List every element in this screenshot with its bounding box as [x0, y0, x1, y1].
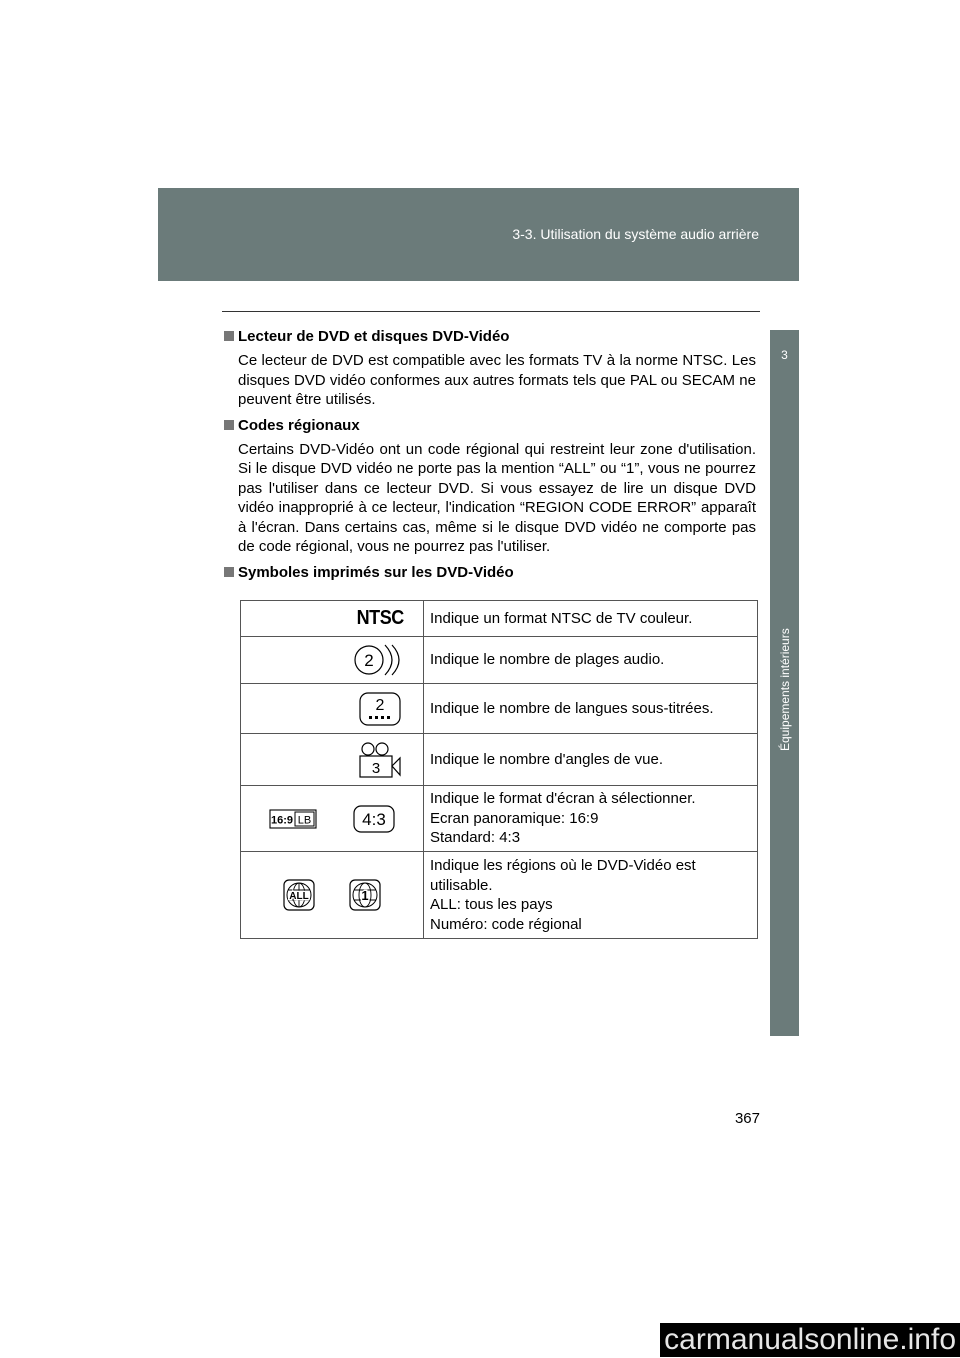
symbol-cell [241, 734, 424, 786]
table-row [241, 601, 758, 637]
section-heading-dvd: Lecteur de DVD et disques DVD-Vidéo [224, 327, 756, 347]
square-bullet-icon [224, 567, 234, 577]
page-number: 367 [734, 1110, 760, 1127]
symbol-description: Indique les régions où le DVD-Vidéo est utilisable. ALL: tous les pays Numéro: code régional [424, 852, 758, 939]
standard-format-icon [353, 805, 395, 833]
square-bullet-icon [224, 331, 234, 341]
symbol-description: Indique un format NTSC de TV couleur. [424, 601, 758, 637]
svg-text:ALL: ALL [289, 891, 309, 902]
symbol-description: Indique le nombre de plages audio. [424, 637, 758, 684]
page-header [158, 188, 799, 281]
region-code-icon [349, 879, 381, 911]
table-row [241, 734, 758, 786]
symbol-cell [241, 601, 424, 637]
svg-text:16:9: 16:9 [270, 814, 294, 826]
table-row [241, 852, 758, 939]
symbol-cell [241, 786, 424, 852]
header-title: 3-3. Utilisation du système audio arrière [512, 226, 759, 242]
chapter-label: Équipements intérieurs [778, 628, 792, 752]
widescreen-format-icon [269, 809, 317, 829]
ntsc-logo-icon: NTSC [356, 606, 404, 629]
svg-text:1: 1 [361, 888, 369, 903]
header-rule [222, 311, 760, 312]
chapter-number: 3 [781, 348, 788, 362]
symbol-description: Indique le format d'écran à sélectionner. Ecran panoramique: 16:9 Standard: 4:3 [424, 786, 758, 852]
symbol-cell [241, 684, 424, 734]
symbol-cell [241, 637, 424, 684]
symbol-description: Indique le nombre de langues sous-titrées. [424, 684, 758, 734]
watermark: carmanualsonline.info [660, 1323, 960, 1357]
svg-text:2: 2 [375, 696, 385, 714]
section-text-dvd: Ce lecteur de DVD est compatible avec les formats TV à la norme NTSC. Les disques DVD vidéo conformes aux autres formats tels que PAL ou SECAM ne peuvent être utilisés. [238, 352, 756, 408]
table-row [241, 684, 758, 734]
chapter-side-tab [770, 330, 799, 1036]
symbols-table [240, 600, 758, 939]
symbol-cell [241, 852, 424, 939]
svg-text:2: 2 [364, 651, 374, 670]
svg-text:3: 3 [371, 759, 381, 777]
table-row [241, 786, 758, 852]
square-bullet-icon [224, 420, 234, 430]
main-content [224, 327, 756, 583]
symbol-description: Indique le nombre d'angles de vue. [424, 734, 758, 786]
camera-angles-icon [358, 741, 402, 779]
region-all-icon [283, 879, 315, 911]
section-text-regions: Certains DVD-Vidéo ont un code régional qui restreint leur zone d'utilisation. Si le disque DVD vidéo ne porte pas la mention “ALL” ou “1”, vous ne pourrez pas l'utiliser dans ce lecteur DVD. Si vous essayez de lire un disque DVD vidéo inapproprié à ce lecteur, l'indication “REGION CODE ERROR” apparaît à l'écran. Dans certains cas, même si le disque DVD vidéo ne comporte pas de code régional, vous ne pourrez pas l'utiliser. [238, 440, 756, 555]
subtitle-languages-icon [358, 691, 402, 727]
svg-text:LB: LB [297, 814, 312, 826]
section-heading-symbols: Symboles imprimés sur les DVD-Vidéo [224, 563, 756, 583]
audio-tracks-icon [354, 643, 406, 677]
svg-text:4:3: 4:3 [362, 809, 386, 829]
table-row [241, 637, 758, 684]
section-heading-regions: Codes régionaux [224, 416, 756, 436]
